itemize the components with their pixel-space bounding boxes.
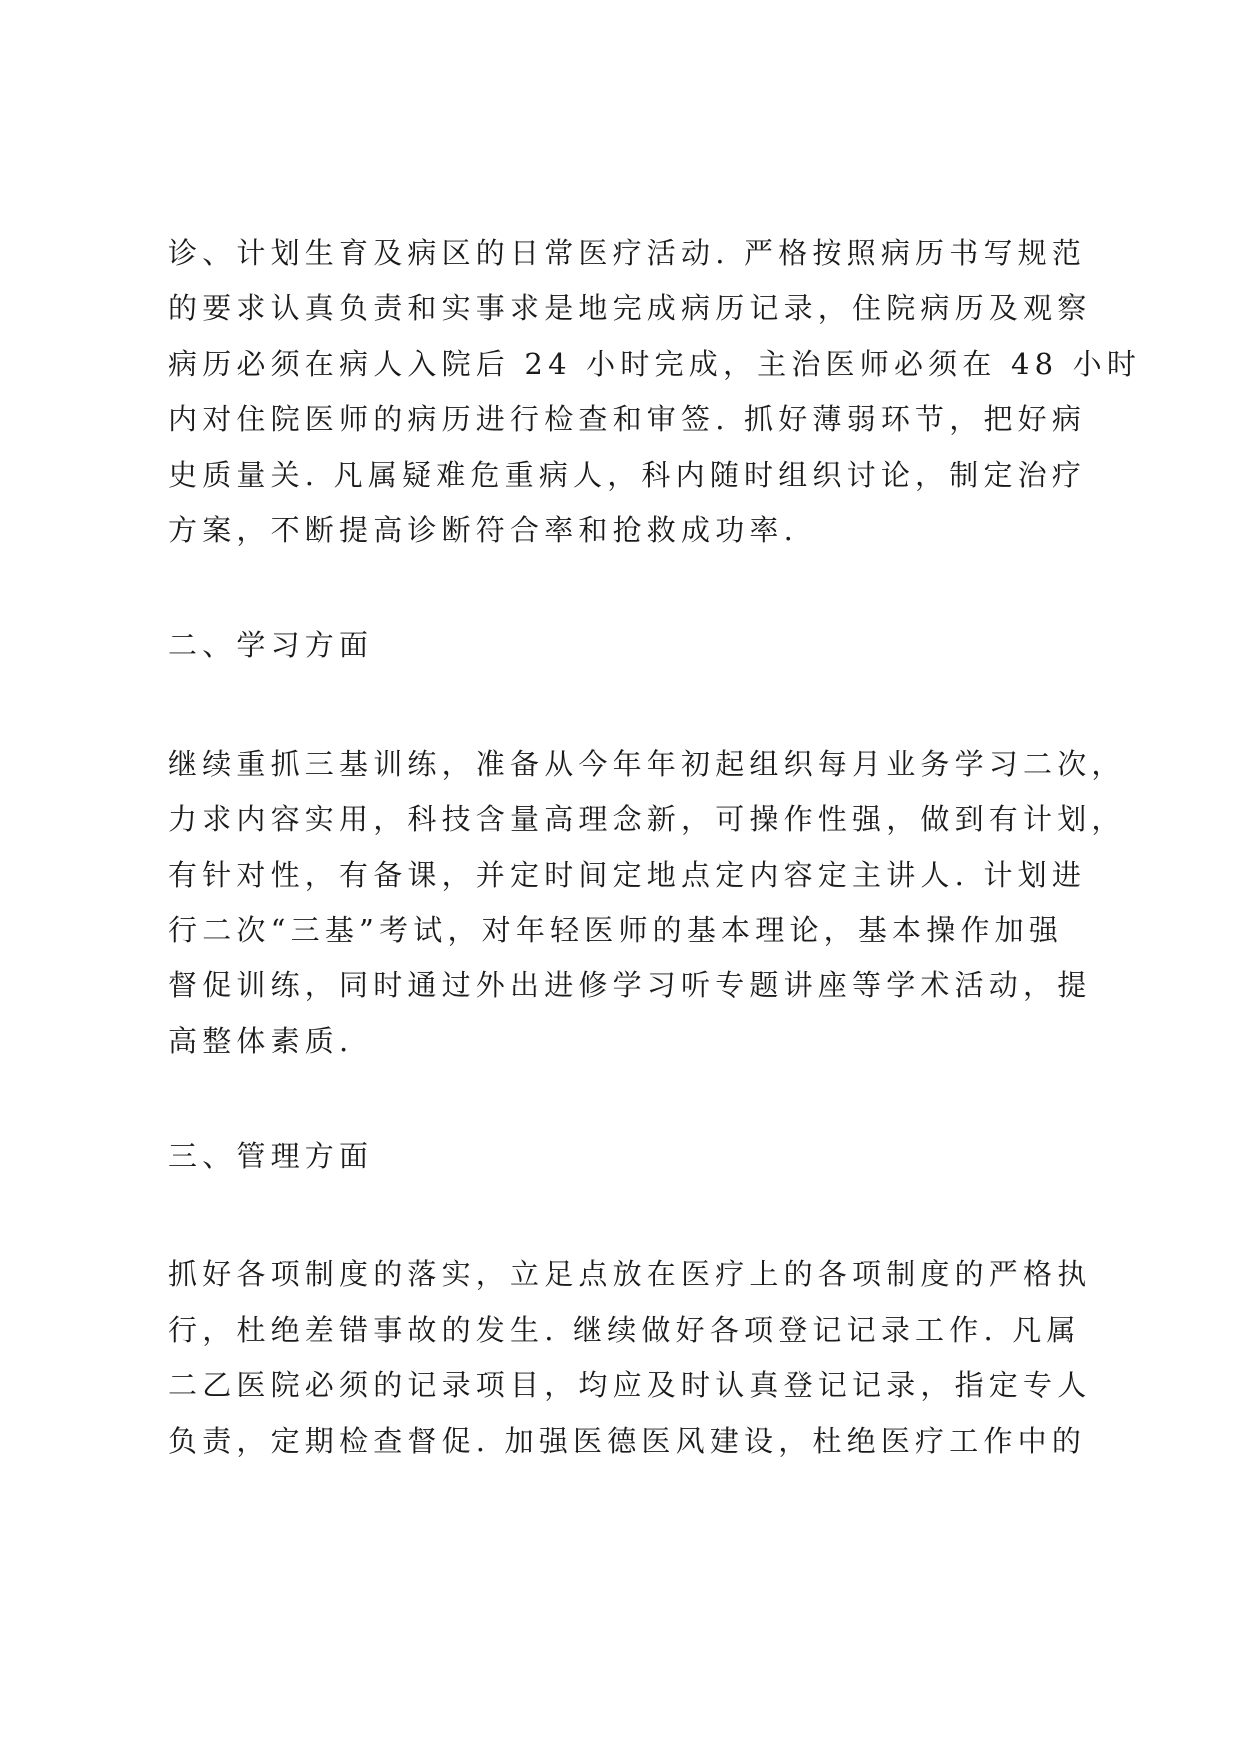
text-line: 有针对性，有备课，并定时间定地点定内容定主讲人. 计划进 bbox=[168, 857, 1087, 892]
section-heading-study: 二、学习方面 bbox=[168, 628, 374, 663]
text-line: 继续重抓三基训练，准备从今年年初起组织每月业务学习二次， bbox=[168, 746, 1126, 781]
text-line: 二乙医院必须的记录项目，均应及时认真登记记录，指定专人 bbox=[168, 1368, 1092, 1403]
paragraph-study bbox=[168, 737, 1126, 1069]
section-heading-management: 三、管理方面 bbox=[168, 1139, 374, 1174]
text-line: 的要求认真负责和实事求是地完成病历记录，住院病历及观察 bbox=[168, 291, 1092, 326]
text-line: 行二次“三基”考试，对年轻医师的基本理论，基本操作加强 bbox=[168, 912, 1064, 947]
text-line: 负责，定期检查督促. 加强医德医风建设，杜绝医疗工作中的 bbox=[168, 1423, 1087, 1458]
text-line: 督促训练，同时通过外出进修学习听专题讲座等学术活动，提 bbox=[168, 968, 1092, 1003]
paragraph-medical-work bbox=[168, 226, 1142, 558]
text-line: 内对住院医师的病历进行检查和审签. 抓好薄弱环节，把好病 bbox=[168, 402, 1087, 437]
text-line: 行，杜绝差错事故的发生. 继续做好各项登记记录工作. 凡属 bbox=[168, 1312, 1081, 1347]
paragraph-management bbox=[168, 1247, 1092, 1469]
text-line: 抓好各项制度的落实，立足点放在医疗上的各项制度的严格执 bbox=[168, 1257, 1092, 1292]
text-line: 病历必须在病人入院后 24 小时完成，主治医师必须在 48 小时 bbox=[168, 346, 1142, 381]
document-body bbox=[168, 226, 1142, 1469]
text-line: 力求内容实用，科技含量高理念新，可操作性强，做到有计划， bbox=[168, 802, 1126, 837]
text-line: 史质量关. 凡属疑难危重病人，科内随时组织讨论，制定治疗 bbox=[168, 457, 1087, 492]
text-line: 高整体素质. bbox=[168, 1023, 354, 1058]
text-line: 诊、计划生育及病区的日常医疗活动. 严格按照病历书写规范 bbox=[168, 236, 1087, 270]
text-line: 方案，不断提高诊断符合率和抢救成功率. bbox=[168, 512, 799, 547]
